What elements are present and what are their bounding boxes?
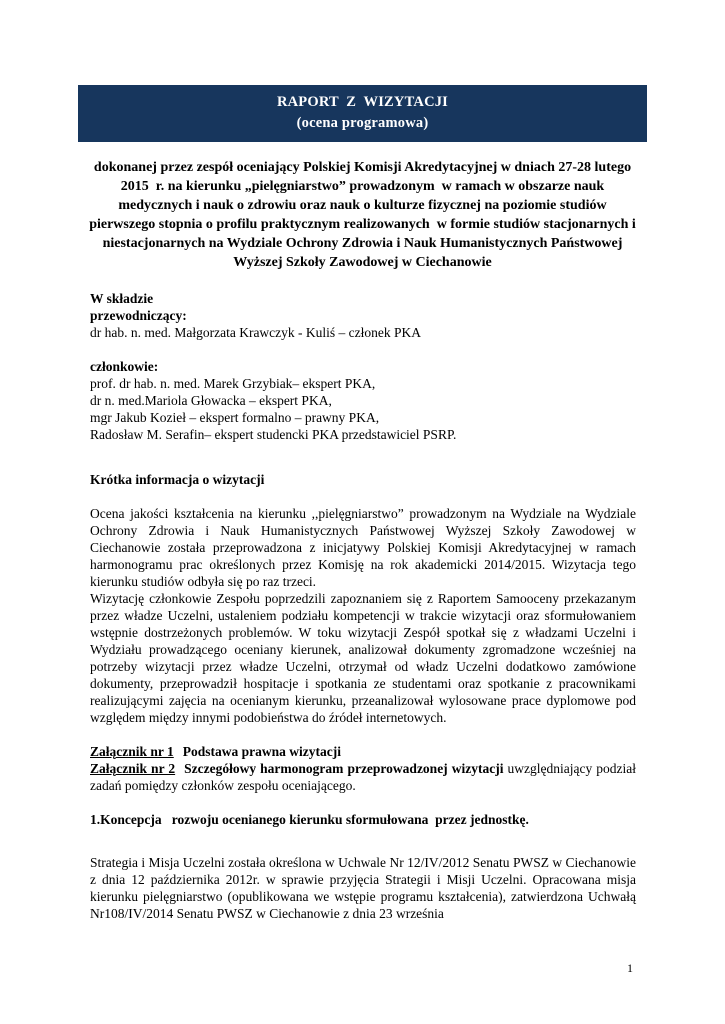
- attachment-1-label: Załącznik nr 1: [90, 744, 174, 759]
- spacer: [90, 341, 636, 358]
- member-item: Radosław M. Serafin– ekspert studencki PKA przedstawiciel PSRP.: [90, 427, 457, 442]
- intro-paragraph: dokonanej przez zespół oceniający Polskiej Komisji Akredytacyjnej w dniach 27-28 lutego 2015 r. na kierunku „pielęgniarstwo” prowadzonym w ramach w obszarze nauk medycznych i nauk o zdrowiu oraz nauk o kulturze fizycznej na poziomie studiów pierwszego stopnia o profilu praktycznym realizowanych w formie studiów stacjonarnych i niestacjonarnych na Wydziale Ochrony Zdrowia i Nauk Humanistycznych Państwowej Wyższej Szkoły Zawodowej w Ciechanowie: [89, 160, 640, 270]
- member-item: prof. dr hab. n. med. Marek Grzybiak– ekspert PKA,: [90, 376, 376, 391]
- section-1-heading: 1.Koncepcja rozwoju ocenianego kierunku sformułowana przez jednostkę.: [90, 812, 529, 827]
- member-item: mgr Jakub Kozieł – ekspert formalno – prawny PKA,: [90, 410, 380, 425]
- page-number: 1: [627, 961, 633, 975]
- chair-label: przewodniczący:: [90, 308, 187, 323]
- report-title: RAPORT Z WIZYTACJI: [276, 94, 449, 110]
- attachment-2-title: Szczegółowy harmonogram przeprowadzonej wizytacji: [184, 761, 504, 776]
- attachments-list: [90, 743, 636, 794]
- attachment-2-label: Załącznik nr 2: [90, 761, 176, 776]
- attachment-2-description: uwzględniający podział zadań pomiędzy członków zespołu oceniającego.: [90, 761, 636, 793]
- committee-composition: [90, 290, 636, 443]
- visit-info-heading: Krótka informacja o wizytacji: [90, 472, 265, 487]
- attachment-item-1: [90, 743, 636, 760]
- attachment-1-title: Podstawa prawna wizytacji: [182, 744, 342, 759]
- report-subtitle: (ocena programowa): [296, 115, 429, 131]
- report-title-box: [78, 85, 647, 142]
- chair-name: dr hab. n. med. Małgorzata Krawczyk - Kuliś – członek PKA: [90, 325, 422, 340]
- members-label: członkowie:: [90, 359, 159, 374]
- attachment-item-2: [90, 760, 636, 794]
- section-1-paragraph: Strategia i Misja Uczelni została określona w Uchwale Nr 12/IV/2012 Senatu PWSZ w Ciechanowie z dnia 12 października 2012r. w sprawie przyjęcia Strategii i Misji Uczelni. Opracowana misja kierunku pielęgniarstwo (opublikowana we wstępie programu kształcenia), zatwierdzona Uchwałą Nr108/IV/2014 Senatu PWSZ w Ciechanowie z dnia 23 września: [90, 855, 636, 921]
- visit-info-paragraph-2: Wizytację członkowie Zespołu poprzedzili zapoznaniem się z Raportem Samooceny przekazanym przez władze Uczelni, ustaleniem podziału kompetencji w trakcie wizytacji oraz sformułowaniem wstępnie dostrzeżonych problemów. W toku wizytacji Zespół spotkał się z władzami Uczelni i Wydziału prowadzącego oceniany kierunek, analizował dokumenty zgromadzone wcześniej na potrzeby wizytacji przez władze Uczelni, otrzymał od władz Uczelni dodatkowo zamówione dokumenty, przeprowadził hospitacje i spotkania ze studentami oraz spotkanie z pracownikami realizującymi zajęcia na ocenianym kierunku, przeanalizował wylosowane prace dyplomowe pod względem między innymi podobieństwa do źródeł internetowych.: [90, 591, 636, 725]
- member-item: dr n. med.Mariola Głowacka – ekspert PKA,: [90, 393, 332, 408]
- visit-info-paragraph-1: Ocena jakości kształcenia na kierunku ,,pielęgniarstwo” prowadzonym na Wydziale na Wydziale Ochrony Zdrowia i Nauk Humanistycznych Państwowej Wyższej Szkoły Zawodowej w Ciechanowie została przeprowadzona z inicjatywy Polskiej Komisji Akredytacyjnej w ramach harmonogramu prac określonych przez Komisję na rok akademicki 2014/2015. Wizytacja tego kierunku studiów odbyła się po raz trzeci.: [90, 506, 636, 589]
- composition-heading: W składzie: [90, 291, 154, 306]
